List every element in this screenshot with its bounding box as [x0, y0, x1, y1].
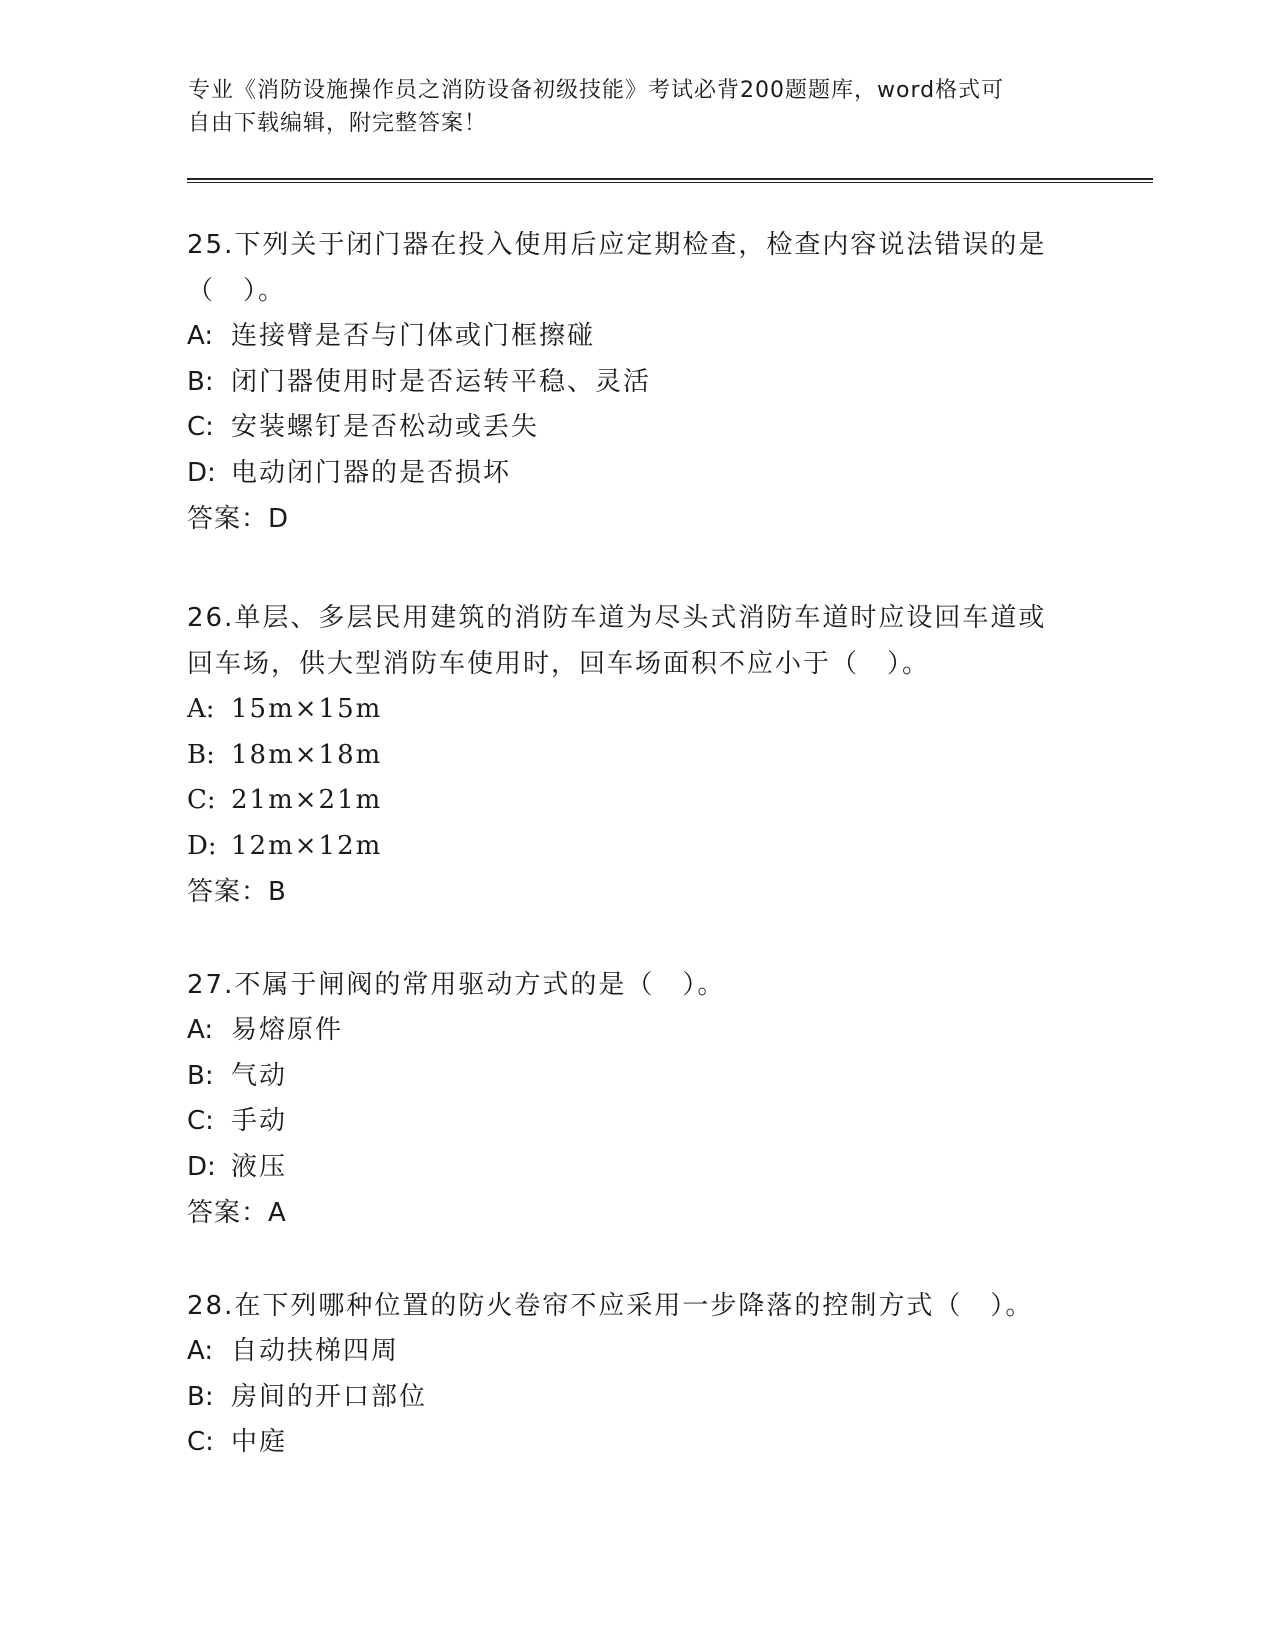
- option-key: D:: [187, 1151, 216, 1182]
- option-text: 闭门器使用时是否运转平稳、灵活: [231, 366, 652, 397]
- option-a: [187, 1329, 1087, 1375]
- option-text: 15m×15m: [231, 694, 383, 724]
- option-text: 气动: [231, 1060, 288, 1091]
- option-key: B:: [187, 1381, 214, 1412]
- option-text: 易熔原件: [231, 1015, 344, 1045]
- answer: 答案：A: [187, 1198, 287, 1228]
- option-text: 电动闭门器的是否损坏: [231, 457, 512, 488]
- option-key: C:: [187, 412, 214, 442]
- option-key: A:: [187, 1015, 214, 1045]
- option-a: [187, 314, 1087, 360]
- option-key: A:: [187, 694, 215, 724]
- header-divider: [187, 178, 1153, 183]
- question-stem-continued: 回车场，供大型消防车使用时，回车场面积不应小于（ ）。: [187, 649, 931, 679]
- option-b: [187, 733, 1087, 779]
- option-text: 液压: [231, 1151, 288, 1182]
- header-line-1: 专业《消防设施操作员之消防设备初级技能》考试必背200题题库，word格式可: [188, 78, 1005, 103]
- option-text: 中庭: [231, 1427, 288, 1457]
- question-stem: 26.单层、多层民用建筑的消防车道为尽头式消防车道时应设回车道或: [187, 603, 1047, 633]
- question-28: [187, 1283, 1087, 1466]
- option-key: B:: [187, 366, 214, 397]
- option-key: C:: [187, 1106, 214, 1136]
- option-c: [187, 1099, 1087, 1145]
- question-27: [187, 962, 1087, 1236]
- option-b: [187, 1375, 1087, 1421]
- question-25: [187, 222, 1087, 542]
- answer: 答案：D: [187, 504, 290, 534]
- option-text: 安装螺钉是否松动或丢失: [231, 412, 540, 442]
- option-text: 房间的开口部位: [231, 1381, 428, 1412]
- question-stem: 28.在下列哪种位置的防火卷帘不应采用一步降落的控制方式（ ）。: [187, 1291, 1034, 1321]
- document-header: [188, 74, 1088, 140]
- option-d: [187, 451, 1087, 497]
- option-text: 连接臂是否与门体或门框擦碰: [231, 321, 596, 351]
- option-d: [187, 1145, 1087, 1191]
- option-key: D:: [187, 830, 217, 861]
- option-text: 手动: [231, 1106, 288, 1136]
- option-b: [187, 1054, 1087, 1100]
- option-b: [187, 360, 1087, 406]
- question-stem: 27.不属于闸阀的常用驱动方式的是（ ）。: [187, 970, 726, 1000]
- option-c: [187, 778, 1087, 824]
- question-26: [187, 595, 1087, 915]
- option-key: A:: [187, 1336, 214, 1366]
- option-a: [187, 1008, 1087, 1054]
- option-a: [187, 687, 1087, 733]
- option-key: C:: [187, 785, 216, 815]
- option-c: [187, 1420, 1087, 1466]
- option-text: 自动扶梯四周: [231, 1336, 400, 1366]
- question-stem-continued: （ ）。: [187, 276, 287, 306]
- option-text: 12m×12m: [231, 830, 383, 861]
- answer: 答案：B: [187, 877, 287, 907]
- option-text: 21m×21m: [231, 785, 383, 815]
- option-d: [187, 824, 1087, 870]
- option-key: D:: [187, 457, 216, 488]
- question-stem: 25.下列关于闭门器在投入使用后应定期检查，检查内容说法错误的是: [187, 230, 1047, 260]
- header-line-2: 自由下载编辑，附完整答案！: [188, 111, 488, 136]
- option-key: A:: [187, 321, 214, 351]
- option-key: B:: [187, 739, 215, 770]
- option-key: B:: [187, 1060, 214, 1091]
- option-text: 18m×18m: [231, 739, 383, 770]
- option-c: [187, 405, 1087, 451]
- option-key: C:: [187, 1427, 214, 1457]
